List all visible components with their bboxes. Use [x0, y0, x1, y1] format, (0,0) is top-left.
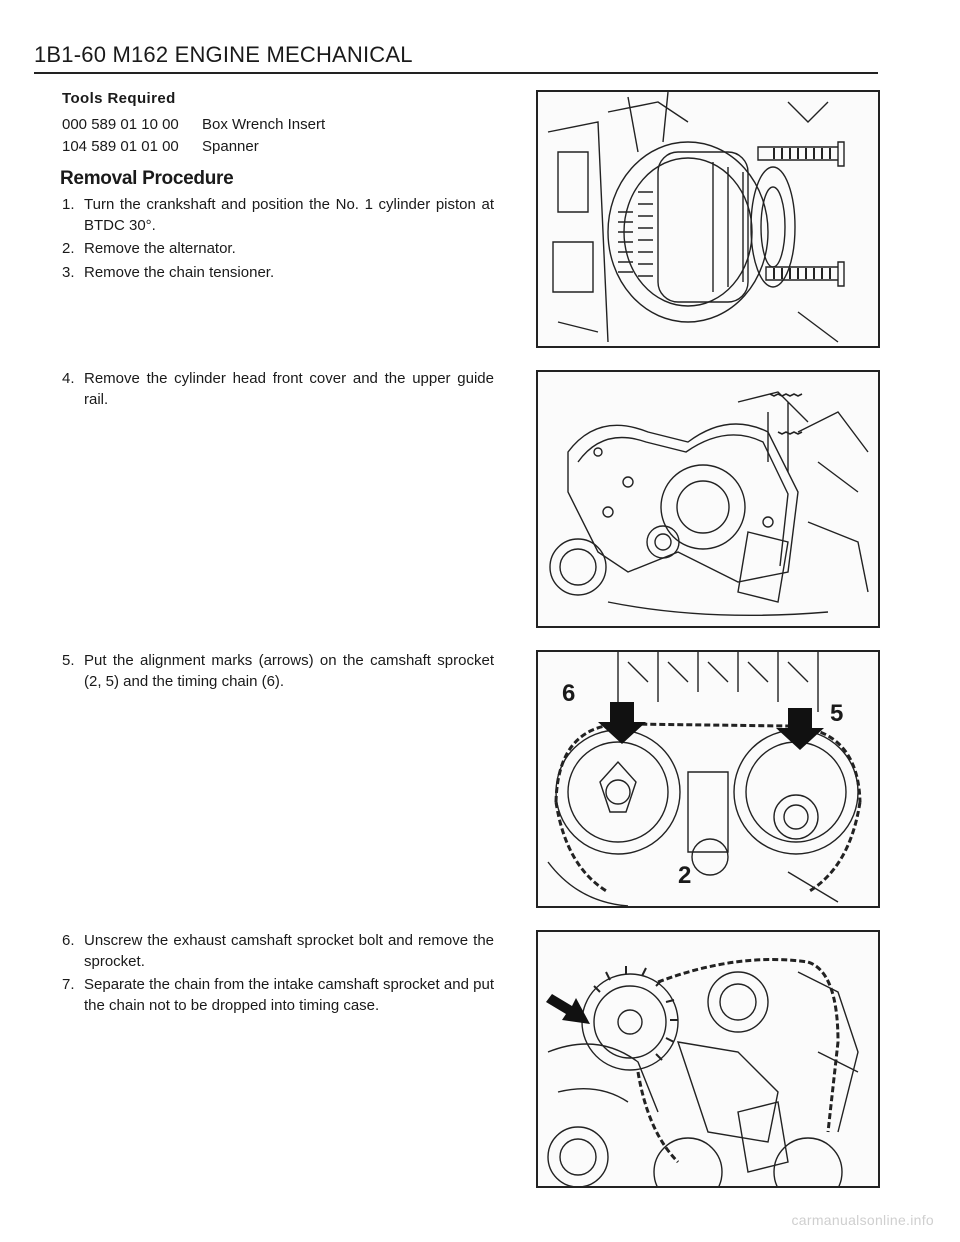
label-6: 6: [562, 680, 576, 707]
step-5: 5. Put the alignment marks (arrows) on the camshaft sprocket (2, 5) and the timing chain (6).: [62, 652, 494, 690]
step-1: 1. Turn the crankshaft and position the No. 1 cylinder piston at BTDC 30°.: [62, 196, 494, 234]
header-rule: [34, 72, 878, 74]
figure-timing-chain: [536, 650, 880, 908]
label-2: 2: [678, 862, 692, 889]
alternator-illustration: [538, 92, 878, 346]
tool-row: [62, 136, 259, 158]
step-2: 2. Remove the alternator.: [62, 240, 236, 257]
tool-name: Spanner: [202, 138, 259, 155]
removal-procedure-title: Removal Procedure: [60, 168, 234, 189]
tool-number: 000 589 01 10 00: [62, 116, 179, 133]
tool-row: [62, 114, 325, 136]
figure-front-cover: [536, 370, 880, 628]
step-6: 6. Unscrew the exhaust camshaft sprocket bolt and remove the sprocket.: [62, 932, 494, 970]
label-5: 5: [830, 700, 844, 727]
tool-number: 104 589 01 01 00: [62, 138, 179, 155]
figure-sprocket-removal: [536, 930, 880, 1188]
page-header: 1B1-60 M162 ENGINE MECHANICAL: [34, 42, 413, 67]
tools-required-title: Tools Required: [62, 90, 176, 107]
sprocket-removal-illustration: [538, 932, 878, 1186]
watermark: carmanualsonline.info: [791, 1212, 934, 1228]
timing-chain-illustration: [538, 652, 878, 906]
figure-alternator: [536, 90, 880, 348]
step-4: 4. Remove the cylinder head front cover and the upper guide rail.: [62, 370, 494, 408]
step-3: 3. Remove the chain tensioner.: [62, 264, 275, 281]
front-cover-illustration: [538, 372, 878, 626]
tool-name: Box Wrench Insert: [202, 116, 326, 133]
step-7: 7. Separate the chain from the intake camshaft sprocket and put the chain not to be dropped into timing case.: [62, 976, 494, 1014]
